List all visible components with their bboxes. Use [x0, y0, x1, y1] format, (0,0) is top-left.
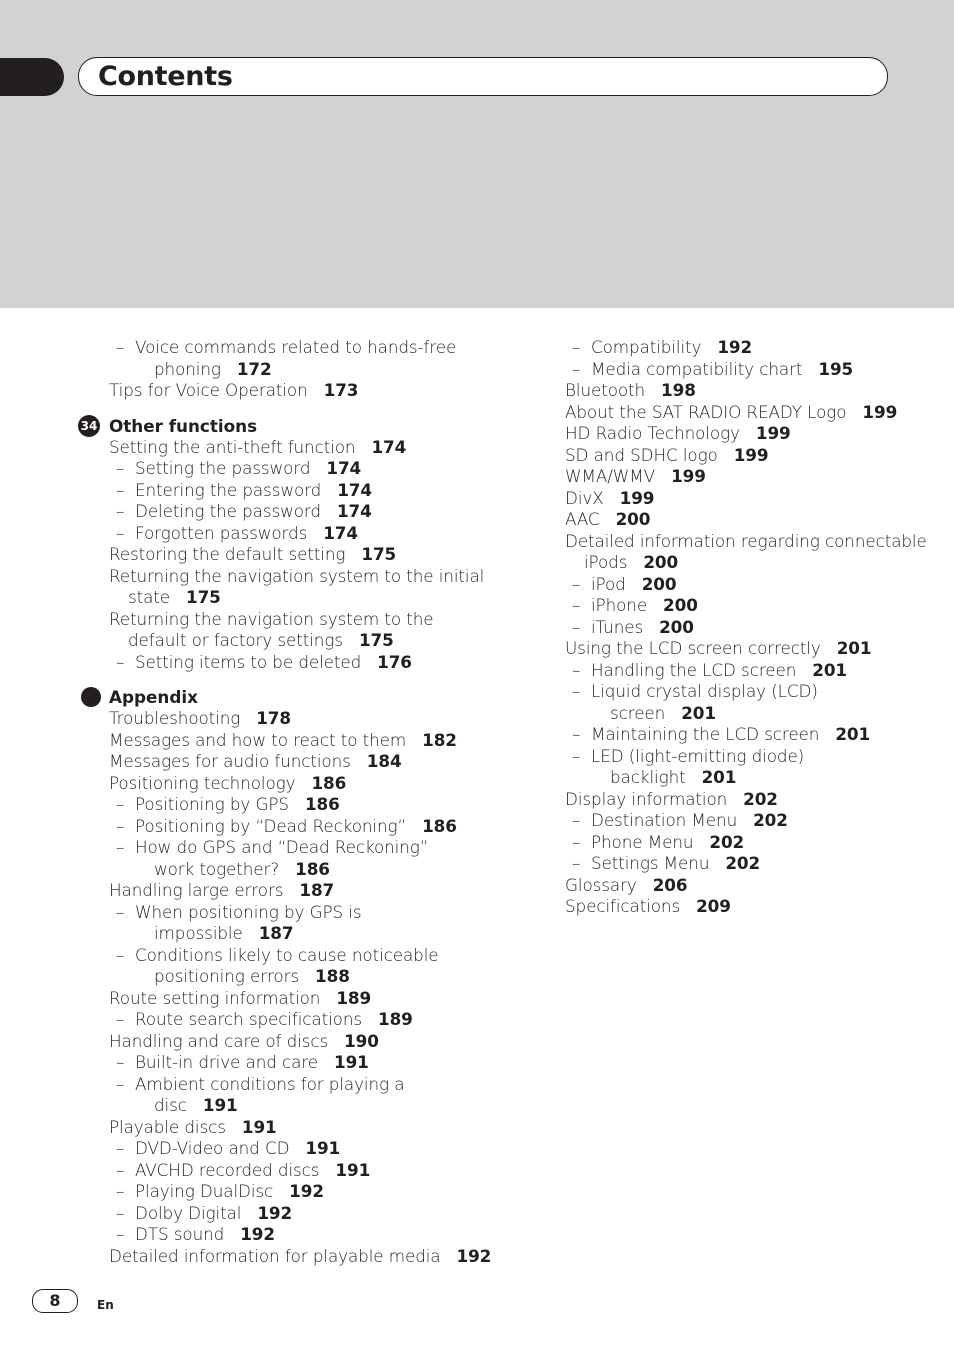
toc-page-number: 191 — [202, 1095, 238, 1115]
dash-bullet: – — [116, 944, 125, 965]
toc-entry[interactable] — [534, 380, 934, 402]
toc-page-number: 195 — [818, 358, 854, 379]
dash-bullet: – — [572, 724, 581, 744]
toc-page-number: 192 — [240, 1224, 275, 1244]
toc-page-number: 176 — [377, 651, 412, 672]
toc-line — [78, 923, 508, 945]
toc-line — [78, 437, 508, 459]
toc-entry-title: Positioning technology — [109, 772, 296, 793]
toc-line — [78, 1009, 508, 1031]
dash-bullet: – — [116, 1224, 125, 1244]
toc-entry[interactable] — [78, 837, 508, 880]
toc-entry-title: Destination Menu — [591, 810, 738, 830]
toc-page-number: 201 — [701, 767, 737, 787]
dash-bullet: – — [116, 1159, 125, 1180]
dash-bullet: – — [572, 337, 581, 357]
toc-entry[interactable] — [534, 789, 934, 811]
toc-entry[interactable] — [534, 896, 934, 918]
toc-line — [78, 1095, 508, 1117]
toc-entry[interactable] — [534, 466, 934, 488]
toc-page-number: 200 — [643, 552, 679, 572]
dash-bullet: – — [116, 815, 125, 836]
toc-page-number: 172 — [236, 358, 272, 379]
section-number-badge: 34 — [78, 415, 100, 437]
toc-entry[interactable] — [78, 751, 508, 773]
toc-line — [534, 595, 934, 617]
toc-page-number: 191 — [305, 1138, 341, 1158]
toc-line — [534, 832, 934, 854]
toc-entry-title: DVD-Video and CD — [135, 1138, 290, 1158]
toc-entry[interactable] — [534, 832, 934, 854]
toc-entry-title: Phone Menu — [591, 831, 694, 852]
toc-page-number: 190 — [344, 1030, 379, 1051]
toc-page-number: 191 — [241, 1116, 277, 1137]
toc-entry[interactable] — [534, 509, 934, 531]
toc-entry[interactable] — [534, 445, 934, 467]
toc-line — [534, 552, 934, 574]
toc-line — [78, 1246, 508, 1268]
toc-page-number: 199 — [671, 466, 706, 486]
toc-entry[interactable] — [78, 1052, 508, 1074]
dash-bullet: – — [116, 837, 125, 857]
toc-entry[interactable] — [534, 574, 934, 596]
header-tab-marker — [0, 58, 64, 96]
toc-entry[interactable] — [78, 773, 508, 795]
toc-entry-title: Forgotten passwords — [135, 522, 308, 543]
toc-entry[interactable] — [78, 1117, 508, 1139]
toc-line — [534, 466, 934, 488]
toc-entry[interactable] — [78, 730, 508, 752]
toc-line — [534, 853, 934, 875]
toc-entry-title: phoning — [154, 358, 221, 379]
toc-line — [78, 859, 508, 881]
toc-line — [78, 587, 508, 609]
toc-line — [78, 837, 508, 859]
toc-line — [78, 880, 508, 902]
toc-entry[interactable] — [534, 337, 934, 359]
toc-line — [78, 652, 508, 674]
toc-page-number: 200 — [641, 573, 677, 594]
toc-page-number: 175 — [358, 630, 394, 650]
section-title: Other functions — [109, 415, 258, 436]
toc-line — [534, 574, 934, 596]
toc-line — [78, 794, 508, 816]
toc-entry[interactable] — [534, 660, 934, 682]
toc-line — [78, 1031, 508, 1053]
toc-page-number: 199 — [862, 401, 898, 422]
toc-line — [78, 966, 508, 988]
toc-entry-title: Setting the password — [135, 458, 311, 478]
toc-entry[interactable] — [78, 1138, 508, 1160]
toc-line — [78, 1117, 508, 1139]
dash-bullet: – — [116, 794, 125, 814]
toc-entry-title: Ambient conditions for playing a — [135, 1073, 405, 1094]
toc-line — [78, 380, 508, 402]
dash-bullet: – — [572, 358, 581, 379]
toc-line — [78, 1181, 508, 1203]
toc-entry[interactable] — [78, 1181, 508, 1203]
toc-entry-title: backlight — [610, 767, 686, 787]
toc-entry-title: iTunes — [591, 616, 644, 637]
dash-bullet: – — [116, 1073, 125, 1094]
toc-page-number: 174 — [336, 501, 372, 521]
toc-entry-title: Specifications — [565, 896, 681, 916]
toc-page-number: 189 — [336, 987, 372, 1008]
toc-entry[interactable] — [534, 423, 934, 445]
toc-page-number: 192 — [456, 1245, 492, 1266]
toc-line — [78, 501, 508, 523]
toc-entry-title: Settings Menu — [591, 853, 710, 873]
toc-line — [78, 480, 508, 502]
toc-entry-title: iPods — [584, 552, 628, 572]
toc-line — [534, 531, 934, 553]
toc-line — [534, 638, 934, 660]
toc-entry[interactable] — [534, 638, 934, 660]
toc-line — [534, 660, 934, 682]
toc-page-number: 202 — [743, 788, 778, 809]
toc-line — [78, 1052, 508, 1074]
toc-entry[interactable] — [78, 652, 508, 674]
toc-entry-title: AVCHD recorded discs — [135, 1159, 320, 1180]
dash-bullet: – — [572, 831, 581, 852]
toc-line — [534, 617, 934, 639]
toc-line — [534, 380, 934, 402]
toc-line — [78, 988, 508, 1010]
toc-entry-title: Returning the navigation system to the — [109, 608, 434, 629]
toc-entry-title: About the SAT RADIO READY Logo — [565, 401, 847, 422]
toc-entry[interactable] — [78, 1203, 508, 1225]
toc-line — [78, 902, 508, 924]
toc-line — [534, 810, 934, 832]
dash-bullet: – — [572, 681, 581, 701]
toc-entry[interactable] — [78, 566, 508, 609]
toc-line — [534, 875, 934, 897]
toc-page-number: 187 — [299, 880, 335, 900]
dash-bullet: – — [116, 1181, 125, 1201]
dash-bullet: – — [572, 573, 581, 594]
toc-entry-title: Conditions likely to cause noticeable — [135, 944, 439, 965]
section-heading — [78, 415, 508, 437]
toc-entry[interactable] — [78, 501, 508, 523]
toc-entry-title: Restoring the default setting — [109, 544, 346, 564]
toc-entry[interactable] — [78, 1224, 508, 1246]
page-number: 8 — [32, 1289, 78, 1313]
toc-line — [78, 1138, 508, 1160]
toc-page-number: 200 — [615, 509, 651, 529]
toc-line — [534, 423, 934, 445]
toc-entry[interactable] — [78, 609, 508, 652]
toc-page-number: 175 — [361, 544, 397, 564]
toc-entry-title: Built-in drive and care — [135, 1052, 318, 1072]
toc-page-number: 173 — [323, 380, 359, 400]
toc-page-number: 199 — [733, 444, 769, 465]
dash-bullet: – — [572, 853, 581, 873]
toc-entry[interactable] — [78, 1009, 508, 1031]
toc-page-number: 192 — [289, 1181, 324, 1201]
toc-entry[interactable] — [78, 458, 508, 480]
dash-bullet: – — [116, 458, 125, 478]
toc-entry-title: Maintaining the LCD screen — [591, 724, 820, 744]
toc-page-number: 201 — [812, 659, 847, 680]
toc-entry-title: Detailed information regarding connectable — [565, 530, 927, 551]
dash-bullet: – — [572, 616, 581, 637]
toc-line — [78, 751, 508, 773]
toc-page-number: 202 — [709, 831, 745, 852]
toc-line — [534, 681, 934, 703]
toc-entry[interactable] — [78, 880, 508, 902]
toc-page-number: 200 — [659, 616, 694, 637]
toc-entry-title: Handling and care of discs — [109, 1030, 329, 1051]
language-code: En — [97, 1298, 114, 1312]
toc-entry-title: impossible — [154, 923, 243, 943]
toc-entry-title: Tips for Voice Operation — [109, 380, 308, 400]
toc-entry-title: Setting items to be deleted — [135, 651, 362, 672]
toc-entry[interactable] — [78, 1031, 508, 1053]
toc-entry[interactable] — [78, 945, 508, 988]
toc-entry-title: WMA/WMV — [565, 466, 656, 486]
toc-entry-title: How do GPS and “Dead Reckoning” — [135, 837, 429, 857]
toc-entry-title: Glossary — [565, 874, 637, 895]
toc-line — [78, 1160, 508, 1182]
toc-page-number: 186 — [304, 794, 340, 814]
toc-line — [534, 724, 934, 746]
toc-line — [534, 337, 934, 359]
toc-entry-title: iPhone — [591, 595, 648, 615]
toc-entry-title: Handling large errors — [109, 880, 284, 900]
toc-entry[interactable] — [78, 794, 508, 816]
toc-page-number: 201 — [835, 724, 871, 744]
toc-page-number: 199 — [755, 423, 791, 443]
toc-entry[interactable] — [534, 746, 934, 789]
toc-entry-title: LED (light-emitting diode) — [591, 745, 805, 766]
toc-page-number: 174 — [337, 479, 372, 500]
toc-entry-title: Handling the LCD screen — [591, 659, 797, 680]
toc-line — [78, 1203, 508, 1225]
toc-entry-title: Compatibility — [591, 337, 702, 357]
toc-entry[interactable] — [78, 544, 508, 566]
toc-entry-title: Using the LCD screen correctly — [565, 638, 821, 658]
toc-entry[interactable] — [534, 810, 934, 832]
dash-bullet: – — [116, 522, 125, 543]
toc-entry[interactable] — [78, 1246, 508, 1268]
toc-entry[interactable] — [534, 724, 934, 746]
toc-entry[interactable] — [78, 480, 508, 502]
dash-bullet: – — [572, 810, 581, 830]
toc-line — [534, 488, 934, 510]
dash-bullet: – — [116, 1009, 125, 1029]
toc-entry-title: Voice commands related to hands-free — [135, 337, 457, 357]
toc-page-number: 206 — [652, 874, 688, 895]
toc-entry[interactable] — [534, 359, 934, 381]
toc-entry-title: iPod — [591, 573, 626, 594]
toc-entry[interactable] — [78, 523, 508, 545]
toc-entry-title: state — [128, 587, 171, 607]
toc-entry-title: disc — [154, 1095, 187, 1115]
toc-line — [78, 458, 508, 480]
toc-line — [78, 730, 508, 752]
toc-entry-title: Setting the anti-theft function — [109, 436, 356, 457]
toc-line — [534, 896, 934, 918]
dash-bullet: – — [116, 1052, 125, 1072]
toc-page-number: 186 — [422, 815, 457, 836]
section-heading — [78, 686, 508, 708]
toc-entry[interactable] — [534, 681, 934, 724]
header-band — [0, 0, 954, 308]
toc-line — [78, 708, 508, 730]
toc-page-number: 174 — [371, 436, 407, 457]
toc-line — [78, 773, 508, 795]
toc-entry-title: AAC — [565, 509, 600, 529]
toc-entry-title: Deleting the password — [135, 501, 321, 521]
toc-entry-title: Route search specifications — [135, 1009, 363, 1029]
toc-page-number: 184 — [366, 751, 402, 771]
toc-entry-title: DivX — [565, 487, 604, 508]
toc-page-number: 191 — [335, 1159, 371, 1180]
toc-entry[interactable] — [78, 816, 508, 838]
toc-entry-title: Media compatibility chart — [591, 358, 803, 379]
toc-line — [534, 703, 934, 725]
toc-line — [78, 523, 508, 545]
toc-entry-title: work together? — [154, 858, 280, 879]
toc-entry-title: screen — [610, 702, 666, 723]
toc-page-number: 200 — [663, 595, 698, 615]
toc-entry[interactable] — [78, 337, 508, 380]
toc-page-number: 198 — [661, 380, 696, 400]
toc-page-number: 202 — [725, 853, 761, 873]
toc-entry[interactable] — [78, 1074, 508, 1117]
toc-line — [78, 337, 508, 359]
toc-page-number: 186 — [311, 772, 347, 793]
toc-entry[interactable] — [78, 708, 508, 730]
toc-entry[interactable] — [534, 488, 934, 510]
toc-page-number: 202 — [753, 810, 788, 830]
toc-page-number: 189 — [378, 1009, 413, 1029]
toc-line — [78, 1224, 508, 1246]
toc-page-number: 178 — [256, 708, 291, 728]
toc-page-number: 199 — [619, 487, 655, 508]
toc-entry-title: Returning the navigation system to the initial — [109, 565, 485, 586]
toc-entry[interactable] — [78, 1160, 508, 1182]
toc-page-number: 186 — [295, 858, 330, 879]
dash-bullet: – — [572, 659, 581, 680]
dash-bullet: – — [572, 595, 581, 615]
toc-entry-title: Playable discs — [109, 1116, 226, 1137]
toc-entry[interactable] — [78, 437, 508, 459]
toc-entry[interactable] — [78, 902, 508, 945]
toc-entry-title: Playing DualDisc — [135, 1181, 274, 1201]
toc-entry-title: Positioning by “Dead Reckoning” — [135, 815, 407, 836]
toc-entry-title: Liquid crystal display (LCD) — [591, 681, 818, 701]
toc-line — [534, 789, 934, 811]
toc-line — [78, 630, 508, 652]
toc-page-number: 209 — [696, 896, 731, 916]
toc-entry-title: Route setting information — [109, 987, 321, 1008]
toc-entry-title: Troubleshooting — [109, 708, 241, 728]
toc-entry[interactable] — [534, 617, 934, 639]
toc-line — [534, 746, 934, 768]
toc-page-number: 187 — [258, 923, 294, 943]
toc-page-number: 174 — [326, 458, 362, 478]
toc-line — [534, 767, 934, 789]
toc-page-number: 174 — [323, 522, 358, 543]
toc-page-number: 182 — [422, 729, 457, 750]
toc-entry[interactable] — [534, 875, 934, 897]
title-pill — [78, 57, 888, 96]
dash-bullet: – — [116, 501, 125, 521]
toc-entry[interactable] — [534, 853, 934, 875]
toc-entry-title: Detailed information for playable media — [109, 1245, 441, 1266]
toc-column-right — [534, 337, 934, 918]
dash-bullet: – — [572, 745, 581, 766]
toc-line — [534, 359, 934, 381]
toc-page-number: 188 — [315, 966, 350, 986]
toc-entry-title: SD and SDHC logo — [565, 444, 718, 465]
toc-entry-title: DTS sound — [135, 1224, 225, 1244]
toc-line — [78, 1074, 508, 1096]
dash-bullet: – — [116, 337, 125, 357]
dash-bullet: – — [116, 479, 125, 500]
toc-line — [78, 945, 508, 967]
toc-page-number: 192 — [717, 337, 753, 357]
toc-entry-title: When positioning by GPS is — [135, 901, 362, 922]
section-title: Appendix — [109, 687, 198, 707]
toc-entry-title: Messages for audio functions — [109, 751, 351, 771]
toc-entry[interactable] — [534, 595, 934, 617]
toc-line — [534, 402, 934, 424]
dash-bullet: – — [116, 901, 125, 922]
toc-entry[interactable] — [534, 402, 934, 424]
dash-bullet: – — [116, 651, 125, 672]
toc-line — [78, 816, 508, 838]
toc-entry-title: HD Radio Technology — [565, 423, 740, 443]
toc-entry-title: positioning errors — [154, 966, 300, 986]
toc-entry-title: Display information — [565, 788, 728, 809]
toc-line — [534, 509, 934, 531]
toc-page-number: 192 — [257, 1202, 293, 1223]
toc-entry[interactable] — [78, 988, 508, 1010]
toc-entry[interactable] — [534, 531, 934, 574]
toc-column-left — [78, 337, 508, 1267]
toc-page-number: 191 — [334, 1052, 369, 1072]
toc-line — [78, 544, 508, 566]
section-number-badge — [81, 687, 101, 707]
toc-page-number: 201 — [681, 702, 716, 723]
toc-page-number: 201 — [836, 638, 872, 658]
toc-line — [534, 445, 934, 467]
toc-line — [78, 609, 508, 631]
toc-entry-title: Messages and how to react to them — [109, 729, 407, 750]
dash-bullet: – — [116, 1138, 125, 1158]
toc-entry-title: Entering the password — [135, 479, 322, 500]
toc-entry-title: Positioning by GPS — [135, 794, 289, 814]
page-title: Contents — [98, 61, 233, 92]
toc-page-number: 175 — [186, 587, 221, 607]
toc-entry-title: Bluetooth — [565, 380, 646, 400]
toc-entry-title: default or factory settings — [128, 630, 343, 650]
toc-line — [78, 566, 508, 588]
toc-entry[interactable] — [78, 380, 508, 402]
dash-bullet: – — [116, 1202, 125, 1223]
toc-entry-title: Dolby Digital — [135, 1202, 242, 1223]
toc-line — [78, 359, 508, 381]
